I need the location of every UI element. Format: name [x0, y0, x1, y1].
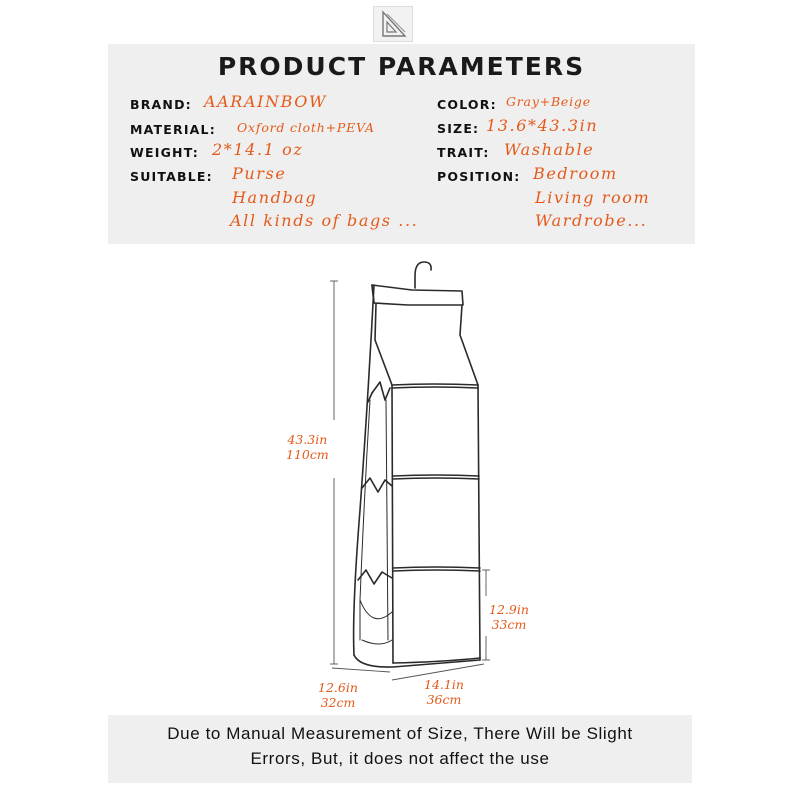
width-dimension — [424, 677, 464, 707]
organizer-shelf — [393, 475, 479, 476]
suitable-label: SUITABLE: — [130, 169, 213, 184]
weight-value: 2*14.1 oz — [212, 140, 304, 159]
position-value-3: Wardrobe... — [535, 211, 648, 230]
color-label: COLOR: — [437, 97, 497, 112]
material-label: MATERIAL: — [130, 122, 216, 137]
width-centimeters: 36cm — [426, 692, 462, 707]
color-value: Gray+Beige — [506, 94, 591, 109]
size-label: SIZE: — [437, 121, 480, 136]
height-centimeters: 110cm — [286, 447, 329, 462]
notice-line-1: Due to Manual Measurement of Size, There Will be Slight — [167, 724, 633, 743]
brand-value: AARAINBOW — [204, 92, 328, 111]
trait-label: TRAIT: — [437, 145, 490, 160]
position-label: POSITION: — [437, 169, 521, 184]
organizer-shelf — [393, 567, 480, 568]
hanger-hook-icon — [415, 262, 431, 288]
pocket-dimension — [489, 602, 529, 632]
height-inches: 43.3in — [287, 432, 328, 447]
measurement-notice — [108, 715, 692, 783]
material-value: Oxford cloth+PEVA — [237, 120, 375, 135]
organizer-shelf — [392, 384, 478, 385]
width-inches: 14.1in — [424, 677, 464, 692]
organizer-header — [372, 285, 463, 305]
weight-label: WEIGHT: — [130, 145, 199, 160]
brand-label: BRAND: — [130, 97, 192, 112]
trait-value: Washable — [504, 140, 595, 159]
position-value-2: Living room — [535, 188, 651, 207]
suitable-value-1: Purse — [232, 164, 287, 183]
notice-line-2: Errors, But, it does not affect the use — [250, 749, 550, 768]
parameters-title: PRODUCT PARAMETERS — [217, 52, 586, 81]
suitable-value-3: All kinds of bags ... — [230, 211, 419, 230]
height-dimension — [286, 432, 329, 462]
depth-dimension — [318, 680, 358, 710]
depth-centimeters: 32cm — [320, 695, 356, 710]
position-value-1: Bedroom — [533, 164, 618, 183]
pocket-centimeters: 33cm — [491, 617, 527, 632]
suitable-value-2: Handbag — [232, 188, 318, 207]
size-value: 13.6*43.3in — [486, 116, 599, 135]
pocket-inches: 12.9in — [489, 602, 529, 617]
depth-inches: 12.6in — [318, 680, 358, 695]
